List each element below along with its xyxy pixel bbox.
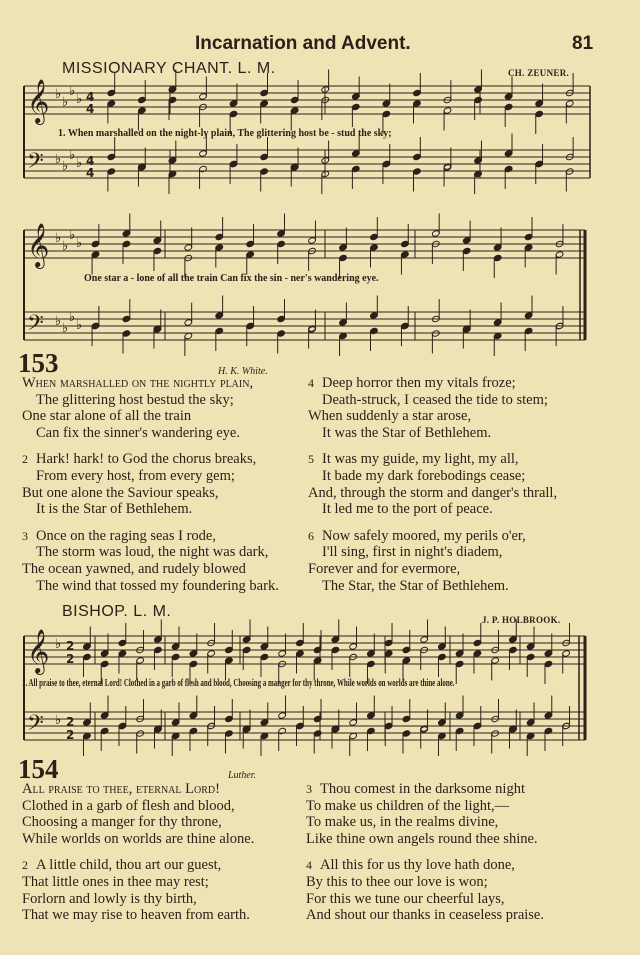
- stanza-4: 4 All this for us thy love hath done, By this to thee our love is won; For this we tune our cheerful lays, And shout our thanks in ceaseless praise.: [306, 857, 544, 924]
- svg-text:♭: ♭: [76, 156, 83, 171]
- svg-text:♭: ♭: [55, 231, 62, 246]
- stanza-6: 6 Now safely moored, my perils o'er, I'll sing, first in night's diadem, Forever and for evermore, The Star, the Star of Bethlehem.: [308, 527, 526, 594]
- svg-text:♭: ♭: [76, 318, 83, 333]
- tune2-underlay: 1. All praise to thee, eternal Lord! Clothed in a garb of flesh and blood, Choosing a manger for thy throne, While worlds on worlds are thine alone.: [22, 678, 455, 689]
- svg-text:♭: ♭: [55, 713, 62, 728]
- treble-clef-icon: 𝄞: [27, 629, 50, 673]
- treble-clef-icon: 𝄞: [27, 223, 50, 267]
- svg-text:♭: ♭: [69, 228, 76, 243]
- tune1-line2-underlay: One star a - lone of all the train Can fix the sin - ner's wandering eye.: [84, 273, 379, 284]
- tune-name-bishop: BISHOP. L. M.: [62, 603, 172, 620]
- stanza-1: All praise to thee, eternal Lord! Clothed in a garb of flesh and blood, Choosing a manger for thy throne, While worlds on worlds are thine alone.: [22, 781, 255, 847]
- svg-text:♭: ♭: [62, 321, 69, 336]
- svg-text:♭: ♭: [76, 92, 83, 107]
- stanza-2: 2 Hark! hark! to God the chorus breaks, From every host, from every gem; But one alone the Saviour speaks, It is the Star of Bethlehem.: [22, 451, 257, 518]
- svg-text:♭: ♭: [62, 239, 69, 254]
- hymn154-right-column: [306, 781, 544, 924]
- page-number: 81: [572, 33, 594, 54]
- tune1-line1-underlay: 1. When marshalled on the night-ly plain, The glittering host be - stud the sky;: [58, 128, 392, 139]
- author-luther: Luther.: [228, 770, 257, 781]
- composer-zeuner: CH. ZEUNER.: [508, 68, 570, 78]
- svg-text:♭: ♭: [69, 310, 76, 325]
- running-title: Incarnation and Advent.: [195, 33, 411, 54]
- svg-text:♭: ♭: [76, 236, 83, 251]
- svg-text:4: 4: [86, 90, 95, 104]
- hymn-number-154: 154: [18, 754, 59, 784]
- svg-text:4: 4: [86, 166, 95, 180]
- svg-text:♭: ♭: [62, 95, 69, 110]
- hymn-number-153: 153: [18, 348, 59, 378]
- svg-text:2: 2: [66, 652, 75, 666]
- hymn153-left-column: [22, 375, 279, 594]
- svg-text:2: 2: [66, 715, 75, 729]
- bass-clef-icon: 𝄢: [27, 149, 44, 179]
- stanza-4: 4 Deep horror then my vitals froze; Death-struck, I ceased the tide to stem; When suddenly a star arose, It was the Star of Bethlehem.: [308, 375, 548, 441]
- composer-holbrook: J. P. HOLBROOK.: [482, 615, 561, 625]
- stanza-2: 2 A little child, thou art our guest, That little ones in thee may rest; Forlorn and lowly is thy birth, That we may rise to heaven from earth.: [22, 857, 250, 924]
- svg-text:♭: ♭: [55, 637, 62, 652]
- bass-clef-icon: 𝄢: [27, 711, 44, 741]
- svg-text:♭: ♭: [55, 152, 62, 167]
- tune-name-missionary-chant: MISSIONARY CHANT. L. M.: [62, 60, 276, 77]
- hymn153-right-column: [308, 375, 557, 594]
- stanza-3: 3 Thou comest in the darksome night To make us children of the light,— To make us, in the realms divine, Like thine own angels round thee shine.: [306, 781, 538, 847]
- bass-clef-icon: 𝄢: [27, 311, 44, 341]
- hymn154-left-column: [22, 781, 254, 924]
- author-h-k-white: H. K. White.: [218, 366, 268, 377]
- svg-text:2: 2: [66, 728, 75, 742]
- svg-text:♭: ♭: [62, 159, 69, 174]
- svg-text:♭: ♭: [69, 84, 76, 99]
- svg-text:♭: ♭: [55, 314, 62, 329]
- stanza-3: 3 Once on the raging seas I rode, The storm was loud, the night was dark, The ocean yawned, and rudely blowed The wind that tossed my foundering bark.: [22, 527, 279, 594]
- svg-text:4: 4: [86, 102, 95, 116]
- svg-text:2: 2: [66, 639, 75, 653]
- stanza-1: When marshalled on the nightly plain, The glittering host bestud the sky; One star alone of all the train Can fix the sinner's wandering eye.: [22, 375, 254, 441]
- stanza-5: 5 It was my guide, my light, my all, It bade my dark forebodings cease; And, through the storm and danger's thrall, It led me to the port of peace.: [308, 451, 558, 518]
- svg-text:♭: ♭: [55, 87, 62, 102]
- svg-text:♭: ♭: [69, 148, 76, 163]
- svg-text:4: 4: [86, 154, 95, 168]
- treble-clef-icon: 𝄞: [27, 79, 50, 123]
